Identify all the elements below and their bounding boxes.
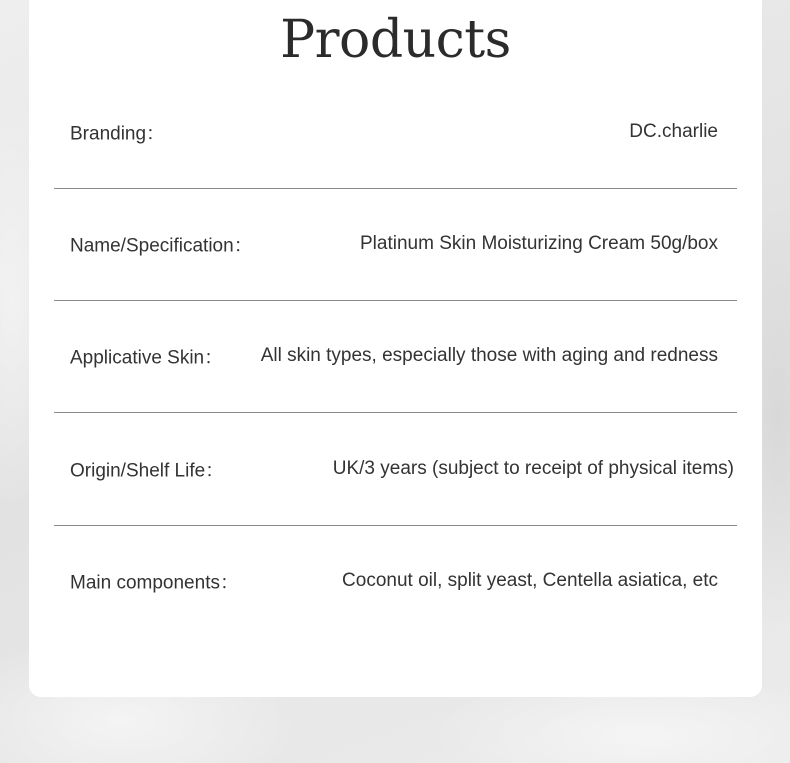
spec-label: Main components： [70, 572, 239, 594]
spec-row-branding [54, 76, 737, 189]
spec-row-origin-shelf-life [54, 413, 737, 526]
spec-label: Applicative Skin： [70, 347, 224, 369]
spec-row-main-components [54, 525, 737, 637]
spec-label: Name/Specification： [70, 235, 253, 257]
spec-value: DC.charlie [629, 121, 718, 142]
page-title: Products [280, 10, 511, 70]
spec-row-name-specification [54, 188, 737, 301]
spec-value: Platinum Skin Moisturizing Cream 50g/box [360, 233, 718, 254]
spec-value: All skin types, especially those with aging and redness [260, 345, 718, 366]
spec-label: Branding： [70, 123, 166, 145]
spec-label: Origin/Shelf Life： [70, 460, 225, 482]
spec-row-applicative-skin [54, 300, 737, 413]
product-card [29, 0, 762, 697]
spec-value: Coconut oil, split yeast, Centella asiatica, etc [342, 570, 718, 591]
spec-value: UK/3 years (subject to receipt of physical items) [332, 458, 734, 479]
